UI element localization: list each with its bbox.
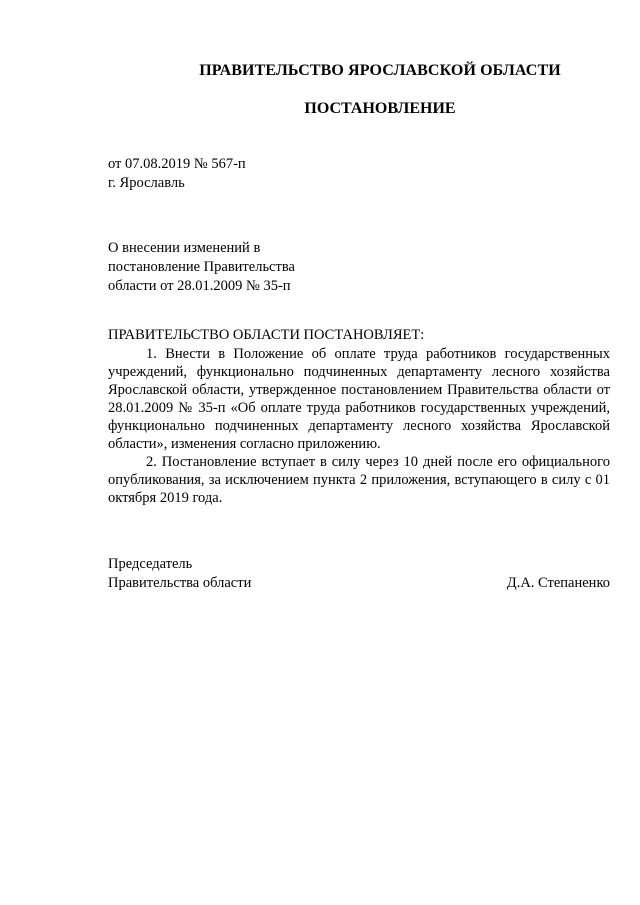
city: г. Ярославль	[108, 175, 185, 191]
organization-heading: ПРАВИТЕЛЬСТВО ЯРОСЛАВСКОЙ ОБЛАСТИ	[199, 62, 561, 79]
signatory-title-line1: Председатель	[108, 556, 193, 572]
document-meta	[108, 155, 246, 193]
subject-line: постановление Правительства	[108, 259, 295, 275]
paragraph-2: 2. Постановление вступает в силу через 10 дней после его официального опубликования, за исключением пункта 2 приложения, вступающего в силу с 01 октября 2019 года.	[108, 454, 610, 506]
subject-line: области от 28.01.2009 № 35-п	[108, 278, 291, 294]
signatory-name: Д.А. Степаненко	[506, 575, 610, 591]
signature-block	[108, 555, 610, 593]
paragraph-1: 1. Внести в Положение об оплате труда работников государственных учреждений, функционально подчиненных департаменту лесного хозяйства Ярославской области, утвержденное постановлением Правительства области от 28.01.2009 № 35-п «Об оплате труда работников государственных учреждений, функционально подчиненных департаменту лесного хозяйства Ярославской области», изменения согласно приложению.	[108, 346, 610, 452]
subject-line: О внесении изменений в	[108, 240, 261, 256]
signatory-title-line2: Правительства области	[108, 575, 252, 591]
document-type-heading: ПОСТАНОВЛЕНИЕ	[304, 100, 456, 117]
document-body	[108, 345, 610, 507]
decree-heading: ПРАВИТЕЛЬСТВО ОБЛАСТИ ПОСТАНОВЛЯЕТ:	[108, 327, 425, 343]
signature-row	[108, 574, 610, 593]
document-subject	[108, 239, 348, 296]
date-number: от 07.08.2019 № 567-п	[108, 156, 246, 172]
